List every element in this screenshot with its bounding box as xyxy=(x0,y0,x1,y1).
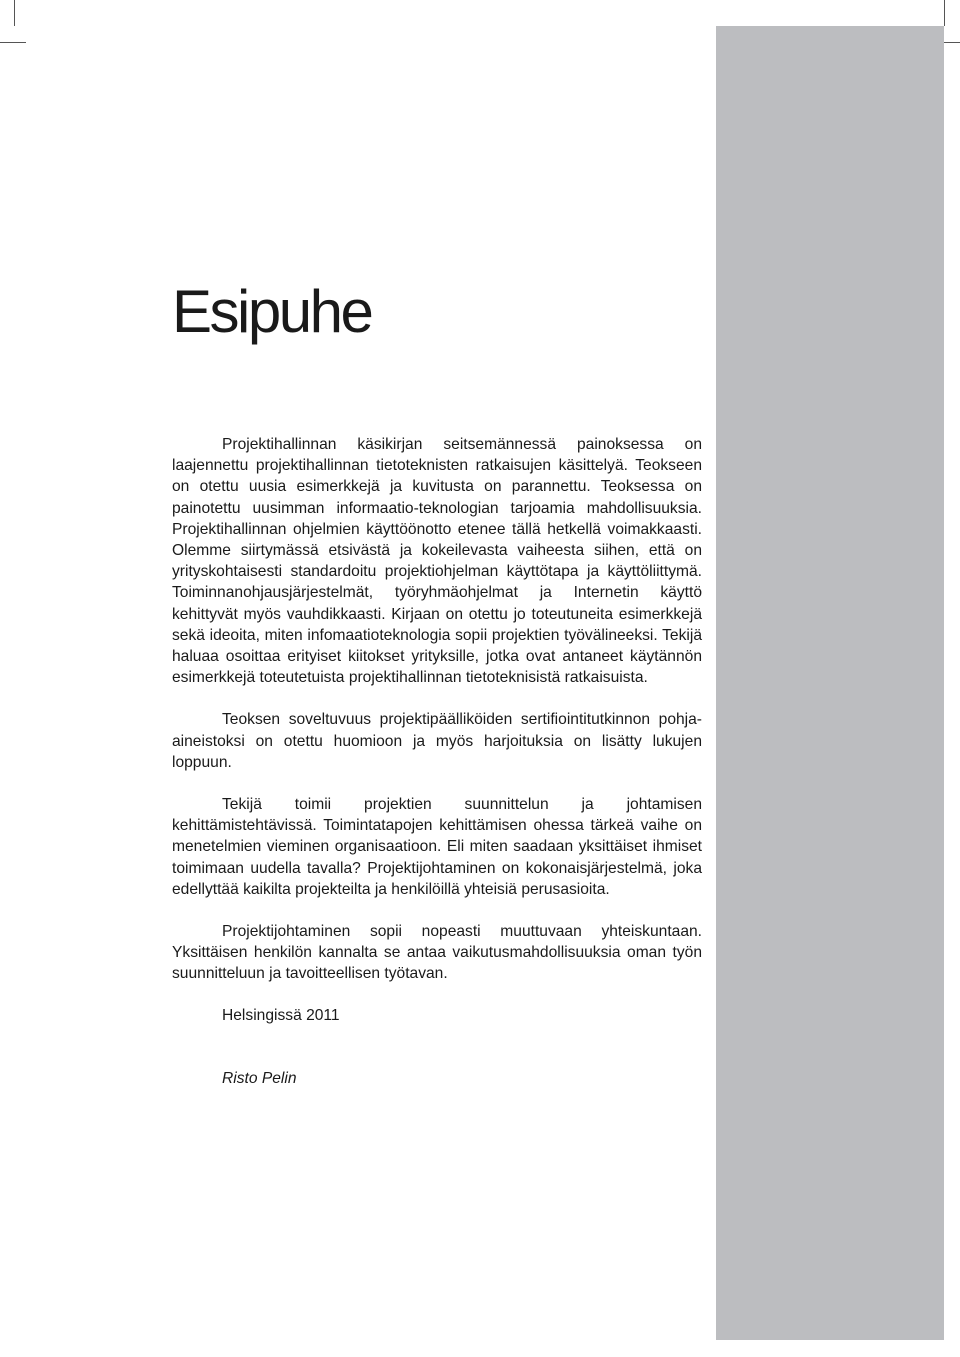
crop-mark-left-top xyxy=(0,42,26,43)
side-color-band xyxy=(716,26,944,1340)
paragraph-2: Teoksen soveltuvuus projektipäälliköiden sertifiointitutkinnon pohja-aineistoksi on otettu huomioon ja myös harjoituksia on lisätty lukujen loppuun. xyxy=(172,711,702,771)
place-and-date: Helsingissä 2011 xyxy=(222,1006,340,1024)
crop-mark-top-left xyxy=(14,0,15,26)
paragraph-1: Projektihallinnan käsikirjan seitsemännessä painoksessa on laajennettu projektihallinnan tietoteknisten ratkaisujen käsittelyä. Teokseen on otettu uusia esimerkkejä ja kuvitusta on parannettu. Teoksessa on painotettu uusimman informaatio-teknologian tarjoamia mahdollisuuksia. Projektihallinnan ohjelmien käyttöönotto etenee tällä hetkellä voimakkaasti. Olemme siirtymässä etsivästä ja kokeilevasta vaiheesta siihen, että on yrityskohtaisesti standardoitu projektiohjelman käyttötapa ja käyttöliittymä. Toiminnanohjausjärjestelmät, työryhmäohjelmat ja Internetin käyttö kehittyvät myös vauhdikkaasti. Kirjaan on otettu jo toteutuneita esimerkkejä sekä ideoita, miten infomaatioteknologia sopii projektien työvälineeksi. Tekijä haluaa osoittaa erityiset kiitokset yrityksille, jotka ovat antaneet käytännön esimerkkejä toteutetuista projektihallinnan tietoteknisistä ratkaisuista. xyxy=(172,436,702,687)
paragraph-4: Projektijohtaminen sopii nopeasti muuttuvaan yhteiskuntaan. Yksittäisen henkilön kannalta se antaa vaikutusmahdollisuuksia oman työn suunnitteluun ja tavoitteellisen työtavan. xyxy=(172,923,702,983)
crop-mark-top-right xyxy=(944,0,945,26)
page-title: Esipuhe xyxy=(172,278,372,345)
author-signature: Risto Pelin xyxy=(222,1069,297,1087)
preface-body xyxy=(172,434,702,1089)
paragraph-3: Tekijä toimii projektien suunnittelun ja johtamisen kehittämistehtävissä. Toimintatapojen kehittämisen ohessa tärkeä vaihe on menetelmien vieminen organisaatioon. Eli miten saadaan yksittäiset ihmiset toimimaan uudella tavalla? Projektijohtaminen on kokonaisjärjestelmä, joka edellyttää kaikilta projekteilta ja henkilöillä yhteisiä perusasioita. xyxy=(172,796,702,898)
